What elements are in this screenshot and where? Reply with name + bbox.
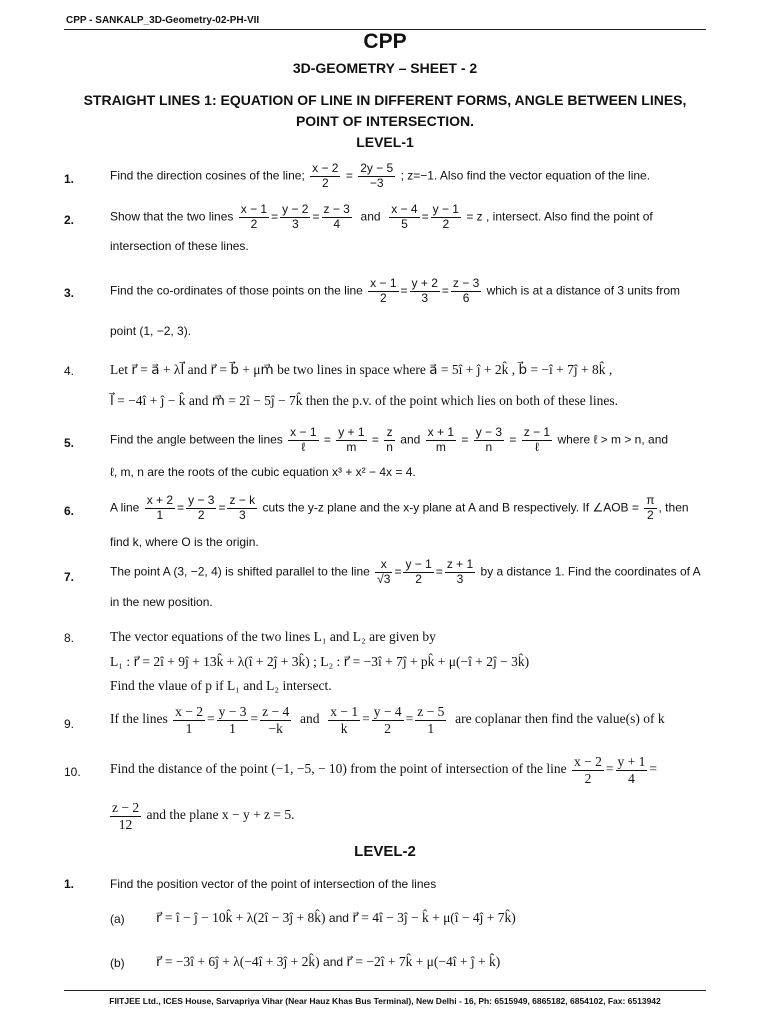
- topic-line-1: STRAIGHT LINES 1: EQUATION OF LINE IN DIFFERENT FORMS, ANGLE BETWEEN LINES,: [83, 92, 687, 108]
- question-5: Find the angle between the lines $\frac{x - 1}{\text{ℓ}}$ = $\frac{y + 1}{m}$ = $\frac{z}{n}$ and $\frac{x + 1}{m}$ = $\frac{y - 3}{n}$ = $\frac{z - 1}{\text{ℓ}}$ where ℓ > m > n, and: [110, 425, 669, 454]
- question-number: 10.: [64, 765, 81, 779]
- question-number: 5.: [64, 436, 75, 450]
- part-a-label: (a): [110, 912, 125, 926]
- question-4-cont: l⃗ = −4î + ĵ − k̂ and m⃗ = 2î − 5ĵ − 7k̂ then the p.v. of the point which lies on both of these lines.: [110, 393, 619, 408]
- question-5-cont: ℓ, m, n are the roots of the cubic equation x³ + x² − 4x = 4.: [110, 465, 416, 479]
- question-8: The vector equations of the two lines L₁ and L₂ are given by: [110, 629, 436, 644]
- question-number: 1.: [64, 877, 75, 891]
- question-7: The point A (3, −2, 4) is shifted parallel to the line $\frac{x}{√3}$ = $\frac{y - 1}{2}$ = $\frac{z + 1}{3}$ by a distance 1. Find the coordinates of A: [110, 557, 701, 586]
- question-2-cont: intersection of these lines.: [110, 239, 249, 253]
- question-number: 4.: [64, 364, 75, 378]
- question-number: 8.: [64, 631, 75, 645]
- question-8-cont: Find the vlaue of p if L₁ and L₂ intersect.: [110, 678, 332, 693]
- question-number: 3.: [64, 286, 75, 300]
- question-number: 1.: [64, 172, 75, 186]
- question-3: Find the co-ordinates of those points on the line $\frac{x - 1}{2}$ = $\frac{y + 2}{3}$ = $\frac{z - 3}{6}$ which is at a distance of 3 units from: [110, 276, 681, 305]
- question-10: Find the distance of the point (−1, −5, − 10) from the point of intersection of the line $\frac{x - 2}{2}$ = $\frac{y + 1}{4}$ =: [110, 754, 657, 786]
- level-2-heading: LEVEL-2: [354, 843, 416, 860]
- question-4: Let r⃗ = a⃗ + λl⃗ and r⃗ = b⃗ + μm⃗ be two lines in space where a⃗ = 5î + ĵ + 2k̂ , b⃗ = −î + 7ĵ + 8k̂ ,: [110, 362, 613, 377]
- document-code: CPP - SANKALP_3D-Geometry-02-PH-VII: [66, 15, 260, 26]
- question-number: 6.: [64, 504, 75, 518]
- question-number: 7.: [64, 570, 75, 584]
- question-2: Show that the two lines $\frac{x - 1}{2}$ = $\frac{y - 2}{3}$ = $\frac{z - 3}{4}$ and $\frac{x - 4}{5}$ = $\frac{y - 1}{2}$ = z , intersect. Also find the point of: [110, 202, 653, 231]
- question-6: A line $\frac{x + 2}{1}$ = $\frac{y - 3}{2}$ = $\frac{z - k}{3}$ cuts the y-z plane and the x-y plane at A and B respectively. If ∠AOB = $\frac{\pi}{2}$ , then: [110, 493, 689, 522]
- page-title: CPP: [363, 30, 407, 53]
- level-2-question-1: Find the position vector of the point of intersection of the lines: [110, 877, 437, 891]
- question-1: Find the direction cosines of the line; $\frac{x - 2}{2}$ = $\frac{2y - 5}{-3}$ ; z=−1. Also find the vector equation of the line.: [110, 161, 651, 190]
- question-number: 2.: [64, 213, 75, 227]
- question-8-equations: L₁ : r⃗ = 2î + 9ĵ + 13k̂ + λ(î + 2ĵ + 3k̂) ; L₂ : r⃗ = −3î + 7ĵ + pk̂ + μ(−î + 2ĵ − 3k̂): [110, 654, 530, 669]
- question-7-cont: in the new position.: [110, 595, 213, 609]
- question-6-cont: find k, where O is the origin.: [110, 535, 259, 549]
- sheet-subtitle: 3D-GEOMETRY – SHEET - 2: [292, 60, 478, 76]
- question-9: If the lines $\frac{x - 2}{1}$ = $\frac{y - 3}{1}$ = $\frac{z - 4}{-k}$ and $\frac{x - 1}{k}$ = $\frac{y - 4}{2}$ = $\frac{z - 5}{1}$ are coplanar then find the value(s) of k: [110, 704, 665, 736]
- question-10-cont: $\frac{z - 2}{12}$ and the plane x − y + z = 5.: [112, 800, 295, 832]
- question-number: 9.: [64, 717, 75, 731]
- level-1-heading: LEVEL-1: [356, 134, 414, 150]
- footer-rule: [64, 990, 706, 991]
- footer-address: FIITJEE Ltd., ICES House, Sarvapriya Vihar (Near Hauz Khas Bus Terminal), New Delhi - 16, Ph: 6515949, 6865182, 6854102, Fax: 6513942: [109, 996, 661, 1006]
- part-b-equations: r⃗ = −3î + 6ĵ + λ(−4î + 3ĵ + 2k̂) and r⃗ = −2î + 7k̂ + μ(−4î + ĵ + k̂): [156, 954, 501, 969]
- part-b-label: (b): [110, 956, 125, 970]
- question-3-cont: point (1, −2, 3).: [110, 324, 192, 338]
- part-a-equations: r⃗ = î − ĵ − 10k̂ + λ(2î − 3ĵ + 8k̂) and r⃗ = 4î − 3ĵ − k̂ + μ(î − 4ĵ + 7k̂): [156, 910, 516, 925]
- topic-line-2: POINT OF INTERSECTION.: [295, 113, 475, 129]
